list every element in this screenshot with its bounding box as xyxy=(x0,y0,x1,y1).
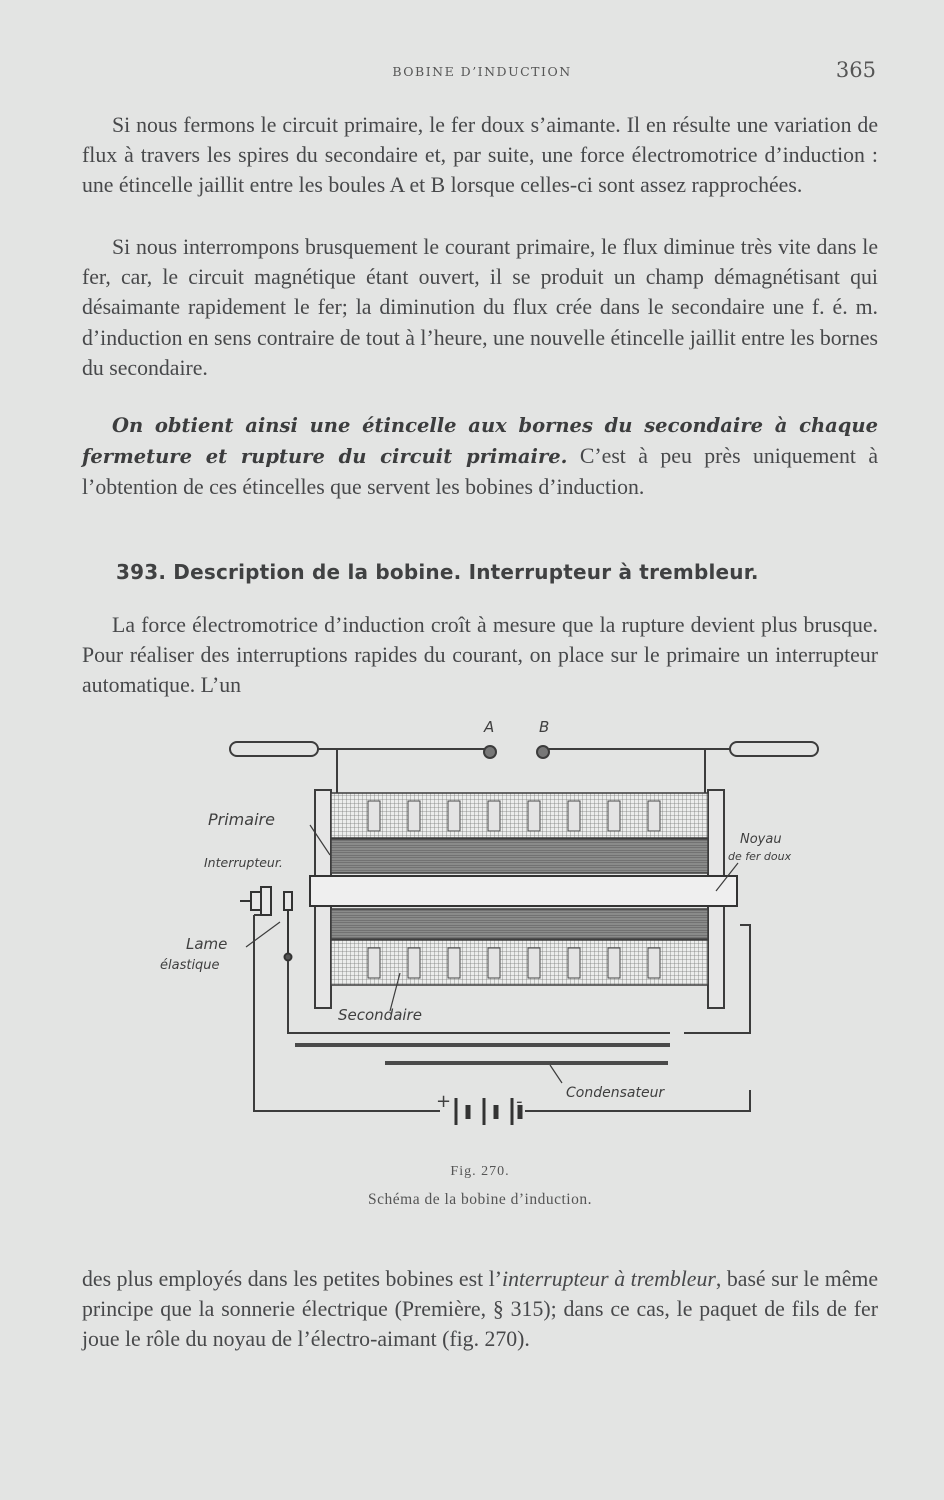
page-header xyxy=(82,58,882,88)
italic-term: interrupteur à trembleur xyxy=(502,1267,716,1291)
paragraph-5 xyxy=(82,1264,878,1355)
label-b: B xyxy=(539,718,550,736)
paragraph-4: La force électromotrice d’induction croît à mesure que la rupture devient plus brusque. Pour réaliser des interruptions rapides du courant, on place sur le primaire un interrupteur automatique. L’un xyxy=(82,613,878,698)
right-electrode-handle xyxy=(730,742,818,756)
label-a: A xyxy=(484,718,495,736)
interrupter-screw xyxy=(251,892,261,910)
paragraph-3-rest: C’est à peu près uniquement à l’obtention de ces étincelles que servent les bobines d’induction. xyxy=(82,444,879,500)
label-plus: + xyxy=(436,1091,452,1112)
paragraph-3 xyxy=(82,410,878,503)
soft-iron-core xyxy=(310,876,737,906)
label-elastique: élastique xyxy=(160,958,220,973)
induction-coil-diagram xyxy=(150,715,830,1155)
label-noyau: Noyau xyxy=(740,832,782,847)
section-heading: 393. Description de la bobine. Interrupteur à trembleur. xyxy=(116,560,759,584)
ball-a-terminal xyxy=(484,746,496,758)
induction-coil-figure xyxy=(150,715,830,1155)
label-minus: - xyxy=(516,1091,523,1112)
ball-b-terminal xyxy=(537,746,549,758)
emphasis-text: On obtient ainsi une étincelle aux bornes du secondaire à chaque fermeture et rupture du circuit primaire. xyxy=(82,414,878,469)
paragraph-2: Si nous interrompons brusquement le courant primaire, le flux diminue très vite dans le fer, car, le circuit magnétique étant ouvert, il se produit un champ démagnétisant qui désaimante rapidement le fer; la diminution du flux crée dans le secondaire une f. é. m. d’induction en sens contraire de tout à l’heure, une nouvelle étincelle jaillit entre les bornes du secondaire. xyxy=(82,235,878,380)
running-title: BOBINE D’INDUCTION xyxy=(392,64,572,79)
primary-winding-bottom xyxy=(331,909,708,939)
label-fer-doux: de fer doux xyxy=(728,850,792,863)
label-interrupteur: Interrupteur. xyxy=(204,855,283,870)
paragraph-5-start: des plus employés dans les petites bobines est l’ xyxy=(82,1267,503,1291)
paragraph-1: Si nous fermons le circuit primaire, le fer doux s’aimante. Il en résulte une variation de flux à travers les spires du secondaire et, par suite, une force électromotrice d’induction : une étincelle jaillit entre les boules A et B lorsque celles-ci sont assez rapprochées. xyxy=(82,113,878,198)
label-lame: Lame xyxy=(186,935,228,953)
primary-winding-top xyxy=(331,839,708,873)
label-secondaire: Secondaire xyxy=(338,1006,422,1024)
page-number: 365 xyxy=(835,58,876,82)
left-electrode-handle xyxy=(230,742,318,756)
paragraph-5-end: , basé sur le même principe que la sonnerie électrique (Première, § 315); dans ce cas, le paquet de fils de fer joue le rôle du noyau de l’électro-aimant (fig. 270). xyxy=(82,1267,879,1352)
battery xyxy=(456,1098,520,1125)
figure-number: Fig. 270. xyxy=(450,1164,510,1179)
label-condensateur: Condensateur xyxy=(566,1085,665,1101)
figure-caption: Schéma de la bobine d’induction. xyxy=(368,1191,592,1208)
label-primaire: Primaire xyxy=(208,810,275,829)
